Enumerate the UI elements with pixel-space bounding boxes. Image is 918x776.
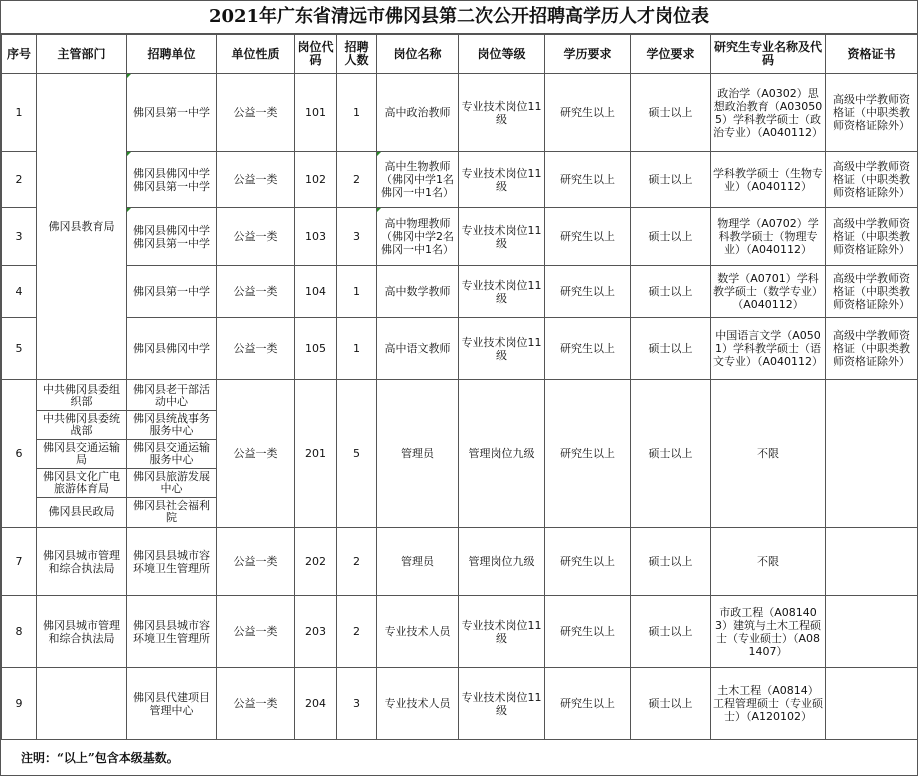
- cell-level: 管理岗位九级: [459, 380, 545, 528]
- cell-code: 105: [295, 318, 337, 380]
- cell-unit: 佛冈县代建项目管理中心: [127, 668, 217, 740]
- footnote: 注明：“以上”包含本级基数。: [21, 751, 179, 765]
- col-header: 招聘人数: [337, 35, 377, 74]
- cell-position: 专业技术人员: [377, 668, 459, 740]
- cell-cert: [826, 528, 918, 596]
- cell-nature: 公益一类: [217, 596, 295, 668]
- unit-entry: 佛冈县统战事务服务中心: [127, 410, 216, 439]
- col-header: 研究生专业名称及代码: [711, 35, 826, 74]
- cell-nature: 公益一类: [217, 318, 295, 380]
- cell-unit: 佛冈县县城市容环境卫生管理所: [127, 528, 217, 596]
- dept-entry: 佛冈县文化广电旅游体育局: [37, 468, 126, 497]
- cell-level: 专业技术岗位11级: [459, 74, 545, 152]
- col-header: 招聘单位: [127, 35, 217, 74]
- cell-major: 数学（A0701）学科教学硕士（数学专业）（A040112）: [711, 266, 826, 318]
- cell-dept: 佛冈县城市管理和综合执法局: [37, 528, 127, 596]
- cell-education: 研究生以上: [545, 318, 631, 380]
- dept-entry: 中共佛冈县委统战部: [37, 410, 126, 439]
- cell-seq: 5: [2, 318, 37, 380]
- cell-nature: 公益一类: [217, 380, 295, 528]
- col-header: 序号: [2, 35, 37, 74]
- cell-seq: 6: [2, 380, 37, 528]
- dept-sublist: [37, 382, 126, 526]
- cell-code: 102: [295, 152, 337, 208]
- col-header: 岗位等级: [459, 35, 545, 74]
- cell-code: 101: [295, 74, 337, 152]
- dept-entry: 佛冈县民政局: [48, 504, 115, 518]
- cell-level: 专业技术岗位11级: [459, 596, 545, 668]
- table-row: [2, 668, 918, 740]
- cell-code: 201: [295, 380, 337, 528]
- cell-seq: 9: [2, 668, 37, 740]
- cell-count: 1: [337, 318, 377, 380]
- col-header: 岗位代码: [295, 35, 337, 74]
- cell-education: 研究生以上: [545, 74, 631, 152]
- cell-level: 专业技术岗位11级: [459, 152, 545, 208]
- cell-degree: 硕士以上: [631, 380, 711, 528]
- cell-dept: 佛冈县城市管理和综合执法局: [37, 596, 127, 668]
- col-header: 学位要求: [631, 35, 711, 74]
- cell-code: 204: [295, 668, 337, 740]
- cell-degree: 硕士以上: [631, 266, 711, 318]
- cell-major: 不限: [711, 528, 826, 596]
- table-row: [2, 208, 918, 266]
- cell-position: 高中数学教师: [377, 266, 459, 318]
- cell-education: 研究生以上: [545, 528, 631, 596]
- table-row: [2, 528, 918, 596]
- col-header: 主管部门: [37, 35, 127, 74]
- cell-education: 研究生以上: [545, 596, 631, 668]
- cell-major: 不限: [711, 380, 826, 528]
- table-row: [2, 596, 918, 668]
- cell-cert: 高级中学教师资格证（中职类教师资格证除外）: [826, 266, 918, 318]
- unit-entry: 佛冈县老干部活动中心: [127, 382, 216, 411]
- cell-dept: 佛冈县教育局: [37, 74, 127, 380]
- cell-count: 1: [337, 266, 377, 318]
- dept-entry: 佛冈县交通运输局: [37, 439, 126, 468]
- cell-position: 高中物理教师（佛冈中学2名佛冈一中1名）: [377, 208, 459, 266]
- col-header: 岗位名称: [377, 35, 459, 74]
- table-row: [2, 266, 918, 318]
- cell-position: 高中政治教师: [377, 74, 459, 152]
- cell-dept-stack: [37, 380, 127, 528]
- cell-nature: 公益一类: [217, 668, 295, 740]
- cell-major: 学科教学硕士（生物专业）（A040112）: [711, 152, 826, 208]
- cell-count: 2: [337, 152, 377, 208]
- cell-education: 研究生以上: [545, 152, 631, 208]
- cell-cert: 高级中学教师资格证（中职类教师资格证除外）: [826, 318, 918, 380]
- cell-major: 中国语言文学（A0501）学科教学硕士（语文专业）（A040112）: [711, 318, 826, 380]
- cell-seq: 8: [2, 596, 37, 668]
- positions-table: [1, 34, 918, 740]
- cell-code: 202: [295, 528, 337, 596]
- cell-degree: 硕士以上: [631, 668, 711, 740]
- cell-count: 2: [337, 596, 377, 668]
- cell-count: 3: [337, 668, 377, 740]
- cell-position: 管理员: [377, 380, 459, 528]
- cell-unit: 佛冈县佛冈中学佛冈县第一中学: [127, 152, 217, 208]
- cell-code: 104: [295, 266, 337, 318]
- cell-code: 103: [295, 208, 337, 266]
- cell-major: 市政工程（A081403）建筑与土木工程硕士（专业硕士）（A081407）: [711, 596, 826, 668]
- cell-nature: 公益一类: [217, 74, 295, 152]
- cell-cert: 高级中学教师资格证（中职类教师资格证除外）: [826, 208, 918, 266]
- cell-degree: 硕士以上: [631, 596, 711, 668]
- cell-degree: 硕士以上: [631, 74, 711, 152]
- col-header: 资格证书: [826, 35, 918, 74]
- cell-education: 研究生以上: [545, 266, 631, 318]
- cell-level: 专业技术岗位11级: [459, 266, 545, 318]
- cell-unit-stack: [127, 380, 217, 528]
- cell-count: 5: [337, 380, 377, 528]
- cell-nature: 公益一类: [217, 266, 295, 318]
- cell-education: 研究生以上: [545, 380, 631, 528]
- cell-level: 专业技术岗位11级: [459, 208, 545, 266]
- cell-degree: 硕士以上: [631, 208, 711, 266]
- cell-nature: 公益一类: [217, 528, 295, 596]
- col-header: 学历要求: [545, 35, 631, 74]
- cell-seq: 7: [2, 528, 37, 596]
- unit-entry: 佛冈县社会福利院: [133, 498, 210, 524]
- cell-count: 1: [337, 74, 377, 152]
- cell-unit: 佛冈县第一中学: [127, 266, 217, 318]
- cell-major: 政治学（A0302）思想政治教育（A030505）学科教学硕士（政治专业）（A040112）: [711, 74, 826, 152]
- cell-degree: 物理学（A0702）学科教学硕士（物理专业）（A040112）: [711, 208, 826, 266]
- table-row: [2, 318, 918, 380]
- table-row: [2, 380, 918, 528]
- cell-seq: 2: [2, 152, 37, 208]
- cell-seq: 3: [2, 208, 37, 266]
- cell-unit: 佛冈县佛冈中学: [127, 318, 217, 380]
- unit-sublist: [127, 382, 216, 526]
- cell-seq: 4: [2, 266, 37, 318]
- cell-degree: 硕士以上: [631, 528, 711, 596]
- col-header: 单位性质: [217, 35, 295, 74]
- unit-entry: 佛冈县旅游发展中心: [127, 468, 216, 497]
- cell-position: 高中语文教师: [377, 318, 459, 380]
- cell-cert: [826, 668, 918, 740]
- cell-seq: 1: [2, 74, 37, 152]
- cell-cert: 高级中学教师资格证（中职类教师资格证除外）: [826, 74, 918, 152]
- cell-cert: [826, 380, 918, 528]
- cell-level: 专业技术岗位11级: [459, 668, 545, 740]
- cell-dept: [37, 668, 127, 740]
- cell-unit: 佛冈县第一中学: [127, 74, 217, 152]
- cell-major: 土木工程（A0814）工程管理硕士（专业硕士）（A120102）: [711, 668, 826, 740]
- table-row: [2, 74, 918, 152]
- cell-level: 专业技术岗位11级: [459, 318, 545, 380]
- cell-nature: 公益一类: [217, 152, 295, 208]
- cell-education: 研究生以上: [545, 668, 631, 740]
- cell-position: 专业技术人员: [377, 596, 459, 668]
- cell-education: 研究生以上: [545, 208, 631, 266]
- cell-cert: 高级中学教师资格证（中职类教师资格证除外）: [826, 152, 918, 208]
- header-row: [2, 35, 918, 74]
- cell-unit: 佛冈县佛冈中学佛冈县第一中学: [127, 208, 217, 266]
- page-title: 2021年广东省清远市佛冈县第二次公开招聘高学历人才岗位表: [1, 1, 917, 34]
- cell-degree: 硕士以上: [631, 152, 711, 208]
- cell-degree: 硕士以上: [631, 318, 711, 380]
- table-row: [2, 152, 918, 208]
- unit-entry: 佛冈县交通运输服务中心: [127, 439, 216, 468]
- cell-level: 管理岗位九级: [459, 528, 545, 596]
- cell-count: 3: [337, 208, 377, 266]
- dept-entry: 中共佛冈县委组织部: [37, 382, 126, 411]
- cell-position: 管理员: [377, 528, 459, 596]
- cell-unit: 佛冈县县城市容环境卫生管理所: [127, 596, 217, 668]
- cell-code: 203: [295, 596, 337, 668]
- cell-cert: [826, 596, 918, 668]
- cell-count: 2: [337, 528, 377, 596]
- cell-nature: 公益一类: [217, 208, 295, 266]
- cell-position: 高中生物教师（佛冈中学1名佛冈一中1名）: [377, 152, 459, 208]
